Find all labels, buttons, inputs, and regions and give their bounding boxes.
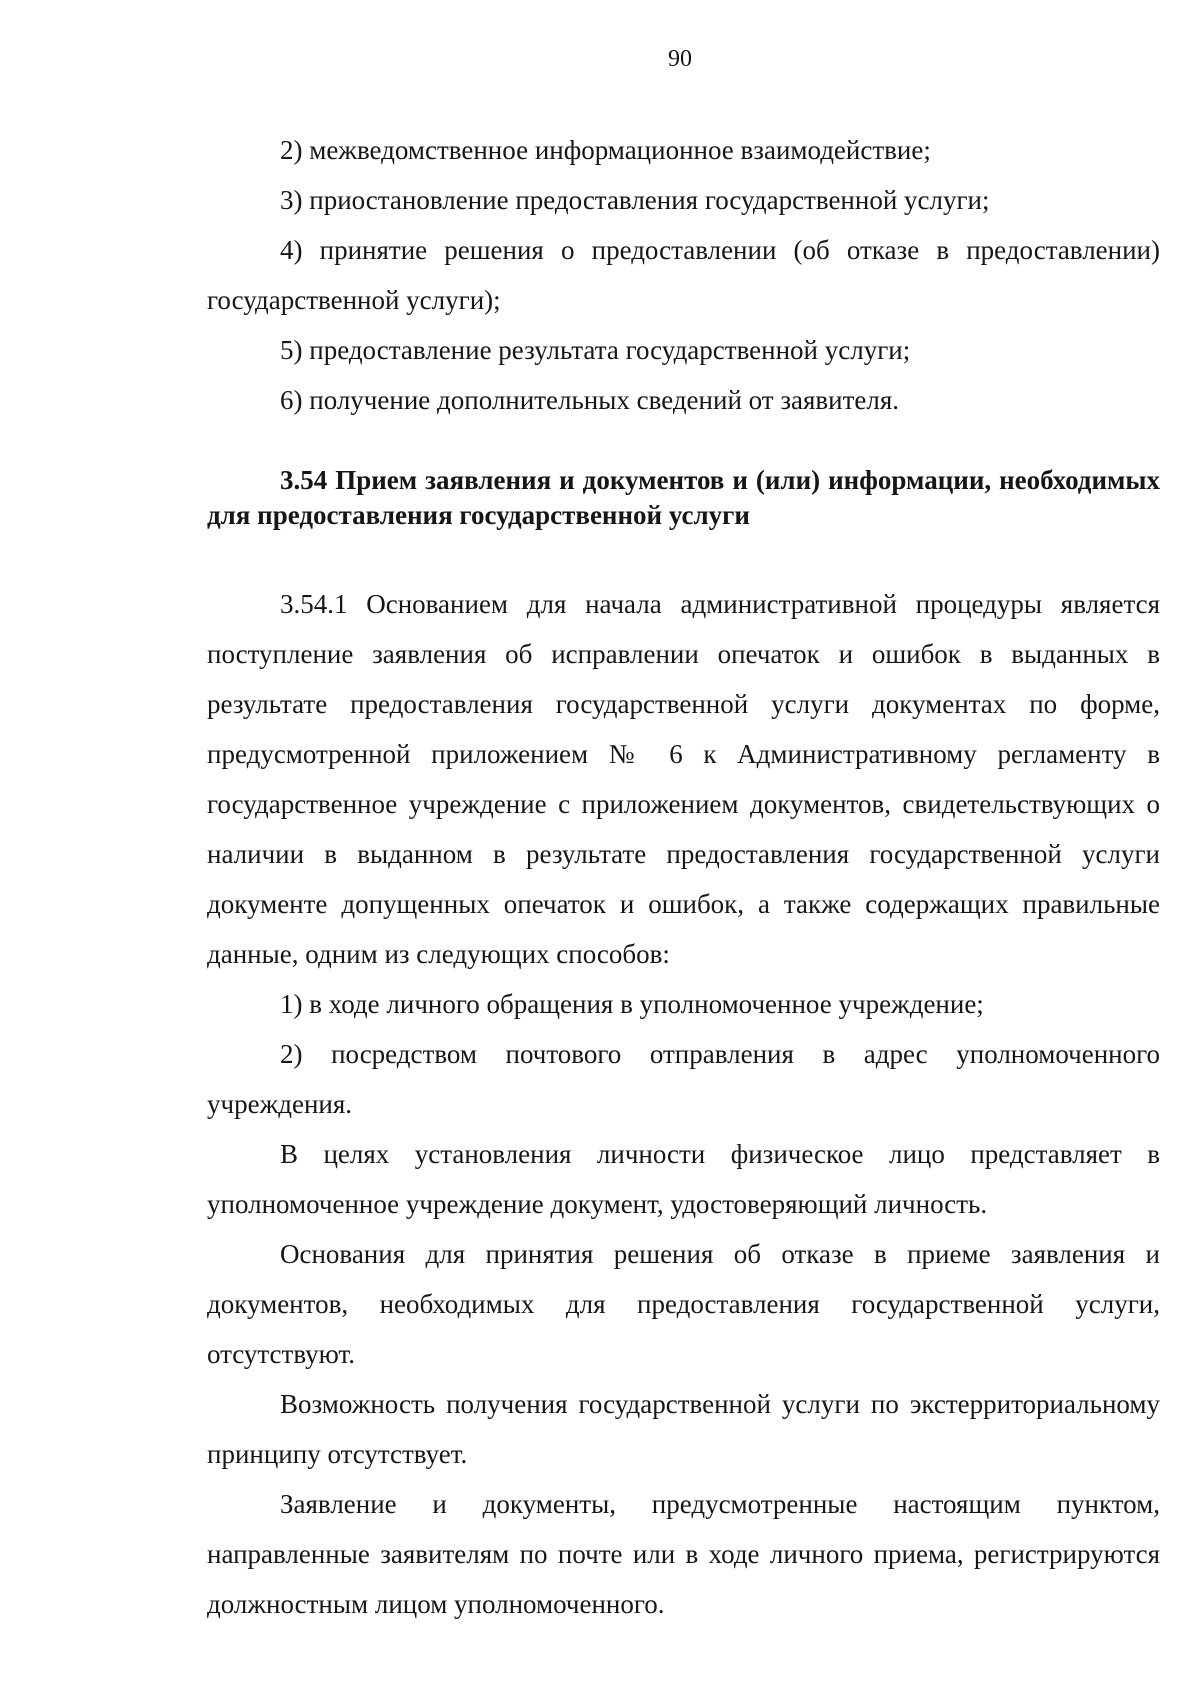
list-item-5: 5) предоставление результата государственной услуги; (280, 335, 911, 365)
list-item-4: 4) принятие решения о предоставлении (об отказе в предоставлении) государственной услуги); (207, 235, 1160, 315)
list-item-6: 6) получение дополнительных сведений от заявителя. (280, 385, 900, 415)
paragraph-basis: 3.54.1 Основанием для начала административной процедуры является поступление заявления об исправлении опечаток и ошибок в выданных в результате предоставления государственной услуги документах по форме, предусмотренной приложением № 6 к Административному регламенту в государственное учреждение с приложением документов, свидетельствующих о наличии в выданном в результате предоставления государственной услуги документе допущенных опечаток и ошибок, а также содержащих правильные данные, одним из следующих способов: (207, 589, 1160, 969)
method-item-1: 1) в ходе личного обращения в уполномоченное учреждение; (280, 989, 984, 1019)
list-item-3: 3) приостановление предоставления государственной услуги; (280, 185, 990, 215)
paragraph-registration: Заявление и документы, предусмотренные настоящим пунктом, направленные заявителям по почте или в ходе личного приема, регистрируются должностным лицом уполномоченного. (207, 1489, 1160, 1619)
paragraph-extraterritorial: Возможность получения государственной услуги по экстерриториальному принципу отсутствует. (207, 1389, 1160, 1469)
paragraph-refusal-grounds: Основания для принятия решения об отказе в приеме заявления и документов, необходимых для предоставления государственной услуги, отсутствуют. (207, 1239, 1160, 1369)
paragraph-identity: В целях установления личности физическое лицо представляет в уполномоченное учреждение документ, удостоверяющий личность. (207, 1139, 1160, 1219)
page-number: 90 (668, 46, 692, 72)
section-heading: 3.54 Прием заявления и документов и (или) информации, необходимых для предоставления государственной услуги (207, 465, 1160, 530)
method-item-2: 2) посредством почтового отправления в адрес уполномоченного учреждения. (207, 1039, 1160, 1119)
page-content (207, 125, 1160, 1629)
list-item-2: 2) межведомственное информационное взаимодействие; (280, 135, 931, 165)
